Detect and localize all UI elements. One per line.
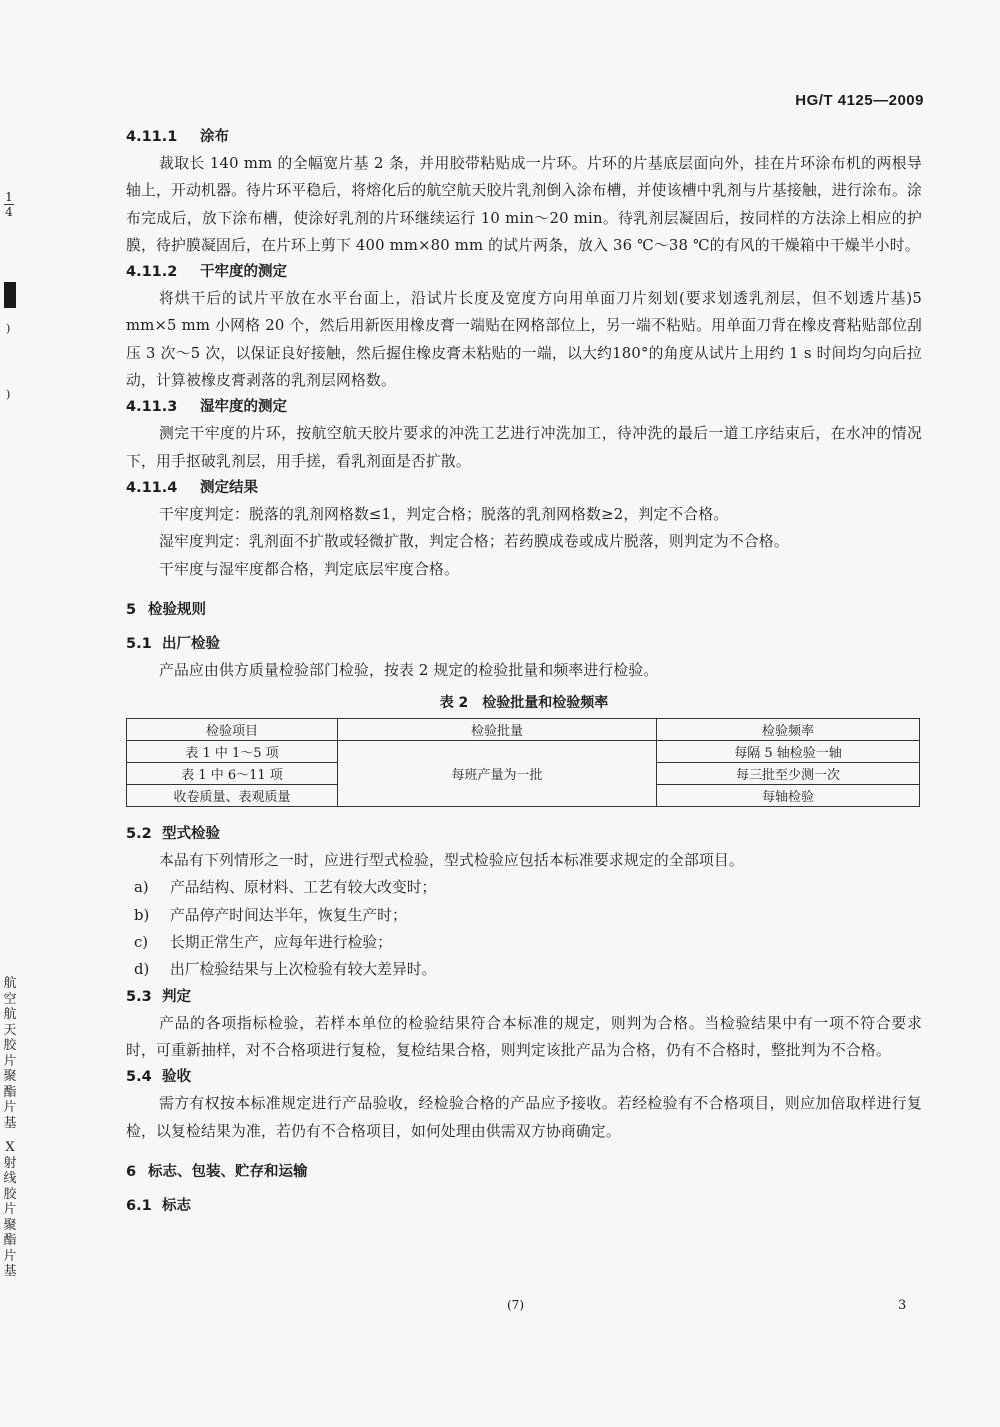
table-cell: 表 1 中 1～5 项 [127,741,338,763]
section-4-11-3-body: 测完干牢度的片环，按航空航天胶片要求的冲洗工艺进行冲洗加工，待冲洗的最后一道工序结束后，在水冲的情况下，用手抠破乳剂层，用手搓，看乳剂面是否扩散。 [126,425,922,470]
section-title: 标志、包装、贮存和运输 [148,1163,308,1180]
section-number: 4.11.4 [126,479,178,496]
section-number: 5.2 [126,826,152,843]
section-title: 检验规则 [148,601,206,618]
side-page-fraction [4,190,14,219]
section-title: 出厂检验 [162,635,220,652]
table-2-title: 表 2 检验批量和检验频率 [439,695,609,712]
list-item [126,956,922,983]
section-number: 6.1 [126,1197,152,1214]
side-mark-2: ) [6,388,11,401]
list-item [126,902,922,929]
section-number: 5.3 [126,988,152,1005]
section-6-1-heading [126,1193,922,1219]
table-cell-merged: 每班产量为一批 [338,741,657,807]
inspection-table [126,718,920,807]
section-4-11-4-heading [126,475,922,501]
section-title: 涂布 [200,129,229,145]
section-number: 5.4 [126,1069,152,1086]
table-cell: 每隔 5 轴检验一轴 [657,741,920,763]
page-number: 3 [898,1298,907,1313]
section-number: 5.1 [126,635,152,652]
footer-sequence-number: (7) [507,1298,524,1312]
list-marker: a) [134,879,149,897]
section-5-3-heading [126,984,922,1010]
section-title: 湿牢度的测定 [200,399,287,416]
section-5-4-heading [126,1064,922,1090]
section-4-11-2-body: 将烘干后的试片平放在水平台面上，沿试片长度及宽度方向用单面刀片刻划(要求划透乳剂层，但不划透片基)5 mm×5 mm 小网格 20 个，然后用新医用橡皮膏一端贴在网格部位上，另一端不粘贴。用单面刀背在橡皮膏粘贴部位刮压 3 次～5 次，以保证良好接触，然后握住橡皮膏未粘贴的一端，以大约180°的角度从试片上用约 1 s 时间均匀向后拉动，计算被橡皮膏剥落的乳剂层网格数。 [126,290,922,390]
side-vertical-title-1: 航空航天胶片聚酯片基 [3,976,17,1131]
side-binding-mark [4,282,16,308]
side-vertical-title-2: X射线胶片聚酯片基 [3,1140,17,1279]
section-number: 4.11.3 [126,399,178,416]
section-title: 测定结果 [200,479,258,496]
section-title: 型式检验 [162,826,220,843]
section-6-heading [126,1159,922,1185]
section-title: 判定 [162,988,191,1005]
section-number: 4.11.1 [126,129,178,145]
section-5-3-body: 产品的各项指标检验，若样本单位的检验结果符合本标准的规定，则判为合格。当检验结果中有一项不符合要求时，可重新抽样，对不合格项进行复检，复检结果合格，则判定该批产品为合格，仍有不合格时，整批判为不合格。 [126,1014,922,1059]
table-cell: 每轴检验 [657,785,920,807]
section-number: 6 [126,1163,137,1180]
list-marker: c) [134,934,149,952]
section-5-2-heading [126,821,922,847]
section-5-heading [126,597,922,623]
section-title: 标志 [162,1197,191,1214]
table-cell: 表 1 中 6～11 项 [127,763,338,785]
list-marker: b) [134,906,150,924]
result-line-wet: 湿牢度判定：乳剂面不扩散或轻微扩散，判定合格；若药膜成卷或成片脱落，则判定为不合格。 [159,533,789,551]
list-item [126,874,922,901]
section-5-1-body: 产品应由供方质量检验部门检验，按表 2 规定的检验批量和频率进行检验。 [159,661,659,679]
result-line-dry: 干牢度判定：脱落的乳剂网格数≤1，判定合格；脱落的乳剂网格数≥2，判定不合格。 [159,505,729,523]
standard-code: HG/T 4125—2009 [795,92,924,109]
section-4-11-2-heading [126,259,922,285]
result-line-overall: 干牢度与湿牢度都合格，判定底层牢度合格。 [159,560,459,578]
table-header-cell: 检验频率 [657,719,920,741]
section-number: 4.11.2 [126,264,178,281]
table-cell: 收卷质量、表观质量 [127,785,338,807]
table-row [127,741,920,763]
table-cell: 每三批至少测一次 [657,763,920,785]
main-content [126,124,922,1219]
table-header-row [127,719,920,741]
table-header-cell: 检验批量 [338,719,657,741]
side-fraction-top: 1 [5,190,13,204]
section-number: 5 [126,601,137,618]
section-title: 干牢度的测定 [200,264,287,281]
section-5-2-body: 本品有下列情形之一时，应进行型式检验，型式检验应包括本标准要求规定的全部项目。 [159,852,744,870]
table-header-cell: 检验项目 [127,719,338,741]
section-4-11-3-heading [126,394,922,420]
section-4-11-1-body: 裁取长 140 mm 的全幅宽片基 2 条，并用胶带粘贴成一片环。片环的片基底层面向外，挂在片环涂布机的两根导轴上，开动机器。待片环平稳后，将熔化后的航空航天胶片乳剂倒入涂布槽，并使该槽中乳剂与片基接触，进行涂布。涂布完成后，放下涂布槽，使涂好乳剂的片环继续运行 10 min～20 min。待乳剂层凝固后，按同样的方法涂上相应的护膜，待护膜凝固后，在片环上剪下 400 mm×80 mm 的试片两条，放入 36 ℃～38 ℃的有风的干燥箱中干燥半小时。 [126,155,922,254]
list-item [126,929,922,956]
list-text: 产品结构、原材料、工艺有较大改变时； [170,879,437,897]
list-text: 长期正常生产，应每年进行检验； [170,934,392,952]
list-marker: d) [134,961,150,979]
section-4-11-1-heading [126,124,922,150]
section-title: 验收 [162,1069,191,1086]
list-text: 出厂检验结果与上次检验有较大差异时。 [170,961,437,979]
section-5-4-body: 需方有权按本标准规定进行产品验收，经检验合格的产品应予接收。若经检验有不合格项目，则应加倍取样进行复检，以复检结果为准，若仍有不合格项目，如何处理由供需双方协商确定。 [126,1095,922,1140]
list-text: 产品停产时间达半年，恢复生产时； [170,906,407,924]
section-5-1-heading [126,631,922,657]
side-mark-1: ) [6,322,11,335]
side-fraction-bottom: 4 [5,205,13,219]
